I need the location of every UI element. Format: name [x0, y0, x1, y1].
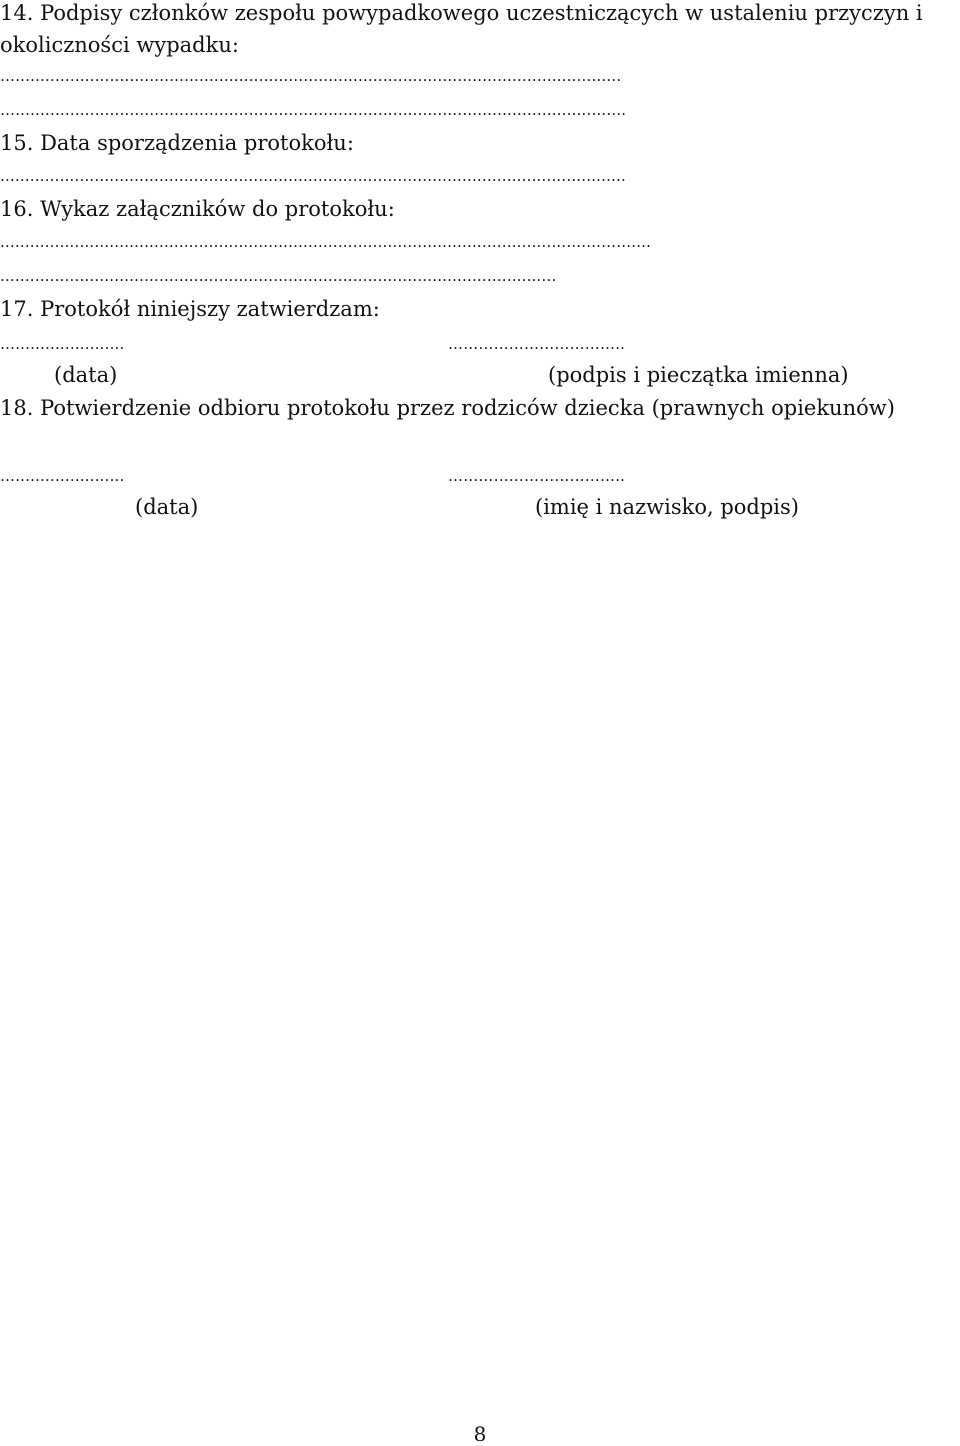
section-15-dot-line-1: ..............................................................................................................................: [0, 167, 626, 185]
page-number: 8: [473, 1422, 487, 1446]
section-17-date-dots: …......................: [0, 335, 125, 353]
section-18-signature-caption: (imię i nazwisko, podpis): [535, 495, 799, 519]
section-17-date-caption: (data): [54, 363, 118, 387]
section-14-heading-line1: 14. Podpisy członków zespołu powypadkowego uczestniczących w ustaleniu przyczyn i: [0, 1, 923, 25]
section-14-heading-line2: okoliczności wypadku:: [0, 33, 239, 57]
section-18-date-dots: …......................: [0, 467, 125, 485]
section-17-heading: 17. Protokół niniejszy zatwierdzam:: [0, 297, 380, 321]
section-16-dot-line-2: ................................................................................................................: [0, 267, 557, 285]
section-17-signature-dots: ……………………………..: [448, 335, 626, 353]
section-16-dot-line-1: .........................................................................................................................….......: [0, 233, 652, 251]
section-16-heading: 16. Wykaz załączników do protokołu:: [0, 197, 395, 221]
section-14-dot-line-1: …..........................................................................................................................: [0, 67, 622, 85]
section-18-heading: 18. Potwierdzenie odbioru protokołu przez rodziców dziecka (prawnych opiekunów): [0, 396, 895, 420]
section-15-heading: 15. Data sporządzenia protokołu:: [0, 131, 354, 155]
section-18-date-caption: (data): [135, 495, 199, 519]
section-17-signature-caption: (podpis i pieczątka imienna): [548, 363, 849, 387]
section-14-dot-line-2: …...........................................................................................................................: [0, 101, 627, 119]
section-18-signature-dots: ……………………………..: [448, 467, 626, 485]
